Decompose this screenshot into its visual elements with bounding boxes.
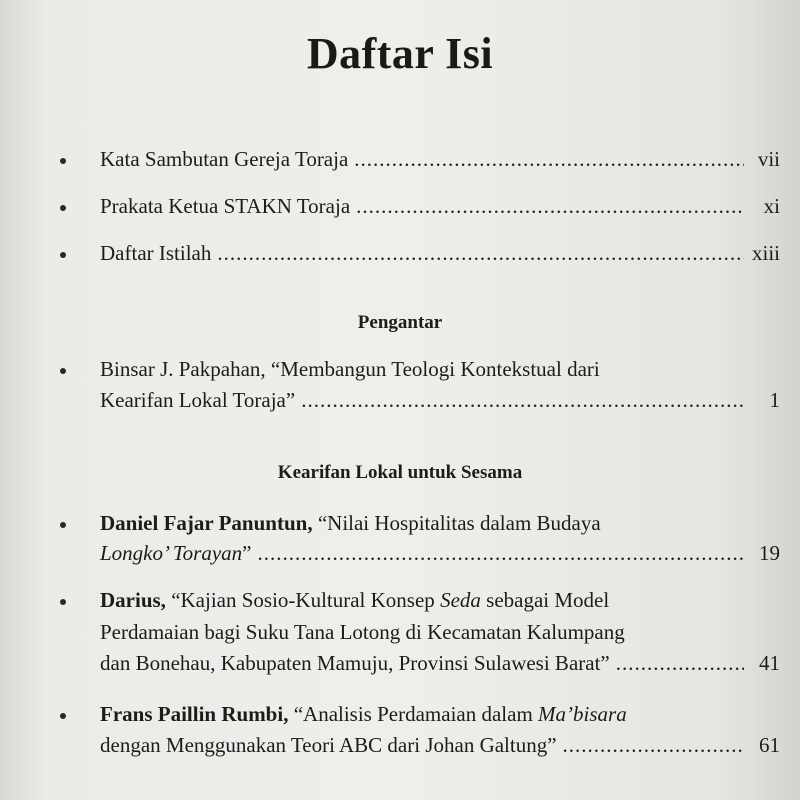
toc-entry-line	[100, 651, 780, 676]
toc-entry-line	[100, 541, 780, 566]
toc-entry-text: Binsar J. Pakpahan, “Membangun Teologi Kontekstual dari	[100, 357, 600, 381]
toc-entry-line	[100, 620, 780, 645]
toc-entry-kata-sambutan	[100, 147, 780, 172]
toc-page-number: 19	[759, 541, 780, 565]
toc-entry-prakata	[100, 194, 780, 219]
toc-entry-line	[100, 357, 780, 382]
toc-entry-text: sebagai Model	[480, 588, 610, 612]
bullet	[60, 205, 66, 211]
dot-leader	[356, 194, 744, 219]
toc-entry-line	[100, 733, 780, 758]
dot-leader	[217, 241, 744, 266]
toc-entry-text: Prakata Ketua STAKN Toraja	[100, 194, 351, 218]
toc-entry-line	[100, 702, 780, 727]
toc-entry-text: Daftar Istilah	[100, 241, 212, 265]
toc-entry-text: dengan Menggunakan Teori ABC dari Johan Galtung”	[100, 733, 557, 757]
toc-entry-italic: Ma’bisara	[538, 702, 627, 726]
toc-entry-line	[100, 388, 780, 413]
toc-entry-text: “Nilai Hospitalitas dalam Budaya	[312, 511, 601, 535]
bullet	[60, 158, 66, 164]
dot-leader	[301, 388, 744, 413]
toc-entry-text: “Analisis Perdamaian dalam	[288, 702, 539, 726]
bullet	[60, 252, 66, 258]
section-heading-kearifan-lokal: Kearifan Lokal untuk Sesama	[277, 462, 523, 483]
page-title: Daftar Isi	[306, 29, 494, 78]
toc-entry-line	[100, 588, 780, 613]
toc-entry-line	[100, 511, 780, 536]
toc-entry-text: Perdamaian bagi Suku Tana Lotong di Kecamatan Kalumpang	[100, 620, 625, 644]
bullet	[60, 368, 66, 374]
dot-leader	[616, 651, 744, 676]
toc-author: Daniel Fajar Panuntun,	[100, 511, 313, 535]
toc-page-number: vii	[757, 147, 780, 171]
bullet	[60, 599, 66, 605]
bullet	[60, 522, 66, 528]
toc-page-number: xiii	[751, 241, 780, 265]
toc-entry-italic: Longko’ Torayan	[100, 541, 243, 565]
toc-entry-italic: Seda	[440, 588, 481, 612]
section-heading-pengantar: Pengantar	[357, 312, 443, 333]
dot-leader	[563, 733, 744, 758]
toc-page-number: 41	[759, 651, 780, 675]
toc-page-number: 1	[769, 388, 780, 412]
toc-author: Frans Paillin Rumbi,	[100, 702, 289, 726]
bullet	[60, 713, 66, 719]
toc-entry-text: ”	[242, 541, 252, 565]
toc-entry-text: dan Bonehau, Kabupaten Mamuju, Provinsi Sulawesi Barat”	[100, 651, 610, 675]
dot-leader	[258, 541, 745, 566]
toc-entry-text: “Kajian Sosio-Kultural Konsep	[165, 588, 441, 612]
toc-entry-text: Kearifan Lokal Toraja”	[100, 388, 296, 412]
toc-page-number: 61	[759, 733, 780, 757]
dot-leader	[354, 147, 744, 172]
toc-entry-text: Kata Sambutan Gereja Toraja	[100, 147, 349, 171]
toc-author: Darius,	[100, 588, 166, 612]
toc-entry-daftar-istilah	[100, 241, 780, 266]
toc-page-number: xi	[763, 194, 780, 218]
